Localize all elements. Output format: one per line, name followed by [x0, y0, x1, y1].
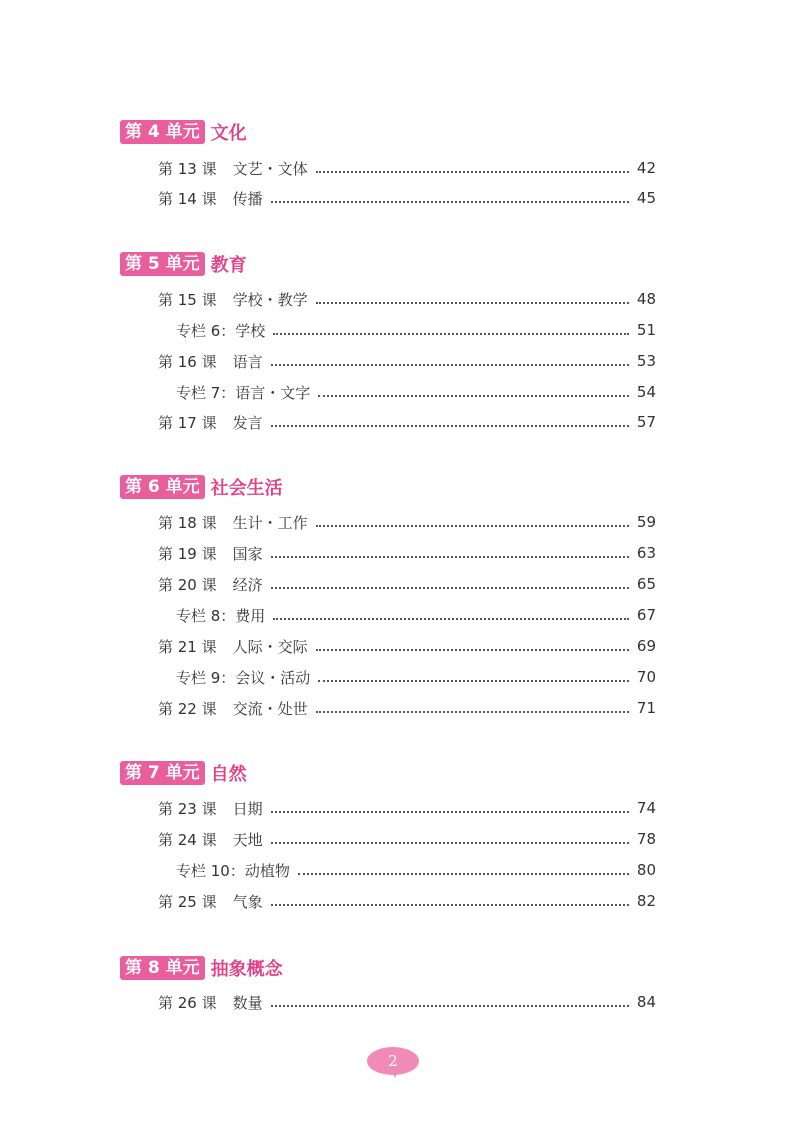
- unit-title: 社会生活: [210, 478, 283, 499]
- unit-header-6: [120, 474, 283, 500]
- page-number: 78: [636, 830, 656, 848]
- toc-entry[interactable]: [158, 634, 656, 658]
- page-number: 59: [636, 513, 656, 531]
- dot-leader: [271, 841, 629, 844]
- column-title: 专栏 10：动植物: [176, 861, 290, 880]
- toc-entry[interactable]: [158, 827, 656, 851]
- lesson-number: 第 19 课: [158, 544, 217, 563]
- page-number-text: 2: [388, 1052, 398, 1070]
- unit-title: 自然: [210, 764, 247, 785]
- column-title: 专栏 9：会议・活动: [176, 668, 311, 687]
- page-number: 80: [636, 861, 656, 879]
- lesson-title: 经济: [232, 575, 263, 594]
- dot-leader: [271, 586, 629, 589]
- lesson-title: 天地: [232, 830, 263, 849]
- dot-leader: [316, 710, 629, 713]
- unit-badge: 第 6 单元: [120, 475, 205, 499]
- page-number: 69: [636, 637, 656, 655]
- dot-leader: [273, 332, 629, 335]
- lesson-number: 第 20 课: [158, 575, 217, 594]
- column-entry[interactable]: [176, 858, 656, 882]
- dot-leader: [273, 617, 629, 620]
- lesson-title: 文艺・文体: [232, 159, 308, 178]
- column-entry[interactable]: [176, 665, 656, 689]
- page-number: 48: [636, 290, 656, 308]
- page-number: 57: [636, 413, 656, 431]
- toc-entry[interactable]: [158, 510, 656, 534]
- unit-header-5: [120, 251, 247, 277]
- unit-badge: 第 7 单元: [120, 761, 205, 785]
- page-number: 53: [636, 352, 656, 370]
- lesson-title: 数量: [232, 993, 263, 1012]
- lesson-number: 第 24 课: [158, 830, 217, 849]
- page-number: 54: [636, 383, 656, 401]
- lesson-title: 学校・教学: [232, 290, 308, 309]
- lesson-title: 语言: [232, 352, 263, 371]
- dot-leader: [271, 424, 629, 427]
- lesson-number: 第 13 课: [158, 159, 217, 178]
- lesson-number: 第 25 课: [158, 892, 217, 911]
- column-entry[interactable]: [176, 380, 656, 404]
- dot-leader: [316, 301, 629, 304]
- dot-leader: [271, 200, 629, 203]
- lesson-number: 第 22 课: [158, 699, 217, 718]
- toc-entry[interactable]: [158, 287, 656, 311]
- lesson-title: 传播: [232, 189, 263, 208]
- page-number: 70: [636, 668, 656, 686]
- lesson-number: 第 21 课: [158, 637, 217, 656]
- toc-entry[interactable]: [158, 541, 656, 565]
- lesson-title: 国家: [232, 544, 263, 563]
- dot-leader: [271, 810, 629, 813]
- dot-leader: [271, 1004, 629, 1007]
- dot-leader: [271, 555, 629, 558]
- toc-entry[interactable]: [158, 990, 656, 1014]
- lesson-number: 第 17 课: [158, 413, 217, 432]
- page-number: 67: [636, 606, 656, 624]
- column-title: 专栏 8：费用: [176, 606, 266, 625]
- column-title: 专栏 6：学校: [176, 321, 266, 340]
- unit-header-4: [120, 119, 247, 145]
- lesson-number: 第 14 课: [158, 189, 217, 208]
- page-number: 45: [636, 189, 656, 207]
- dot-leader: [318, 679, 629, 682]
- toc-entry[interactable]: [158, 156, 656, 180]
- toc-entry[interactable]: [158, 796, 656, 820]
- unit-badge: 第 8 单元: [120, 956, 205, 980]
- lesson-title: 日期: [232, 799, 263, 818]
- page-number: 51: [636, 321, 656, 339]
- dot-leader: [316, 648, 629, 651]
- page-number: 84: [636, 993, 656, 1011]
- dot-leader: [271, 363, 629, 366]
- toc-entry[interactable]: [158, 349, 656, 373]
- dot-leader: [271, 903, 629, 906]
- lesson-title: 生计・工作: [232, 513, 308, 532]
- toc-entry[interactable]: [158, 572, 656, 596]
- toc-entry[interactable]: [158, 889, 656, 913]
- toc-entry[interactable]: [158, 186, 656, 210]
- dot-leader: [316, 170, 629, 173]
- lesson-number: 第 26 课: [158, 993, 217, 1012]
- page-number: 63: [636, 544, 656, 562]
- page-bubble-tail: [392, 1071, 398, 1078]
- lesson-number: 第 16 课: [158, 352, 217, 371]
- page-number: 65: [636, 575, 656, 593]
- page-number: 71: [636, 699, 656, 717]
- page-number: 82: [636, 892, 656, 910]
- unit-header-7: [120, 760, 247, 786]
- lesson-title: 人际・交际: [232, 637, 308, 656]
- unit-badge: 第 4 单元: [120, 120, 205, 144]
- dot-leader: [318, 394, 629, 397]
- dot-leader: [298, 872, 629, 875]
- lesson-title: 气象: [232, 892, 263, 911]
- lesson-number: 第 15 课: [158, 290, 217, 309]
- lesson-number: 第 18 课: [158, 513, 217, 532]
- unit-badge: 第 5 单元: [120, 252, 205, 276]
- toc-entry[interactable]: [158, 410, 656, 434]
- column-entry[interactable]: [176, 603, 656, 627]
- toc-entry[interactable]: [158, 696, 656, 720]
- lesson-title: 发言: [232, 413, 263, 432]
- dot-leader: [316, 524, 629, 527]
- column-title: 专栏 7：语言・文字: [176, 383, 311, 402]
- unit-title: 文化: [210, 123, 247, 144]
- column-entry[interactable]: [176, 318, 656, 342]
- page-number: 42: [636, 159, 656, 177]
- unit-header-8: [120, 955, 283, 981]
- unit-title: 教育: [210, 255, 247, 276]
- unit-title: 抽象概念: [210, 959, 283, 980]
- lesson-title: 交流・处世: [232, 699, 308, 718]
- page-number: 74: [636, 799, 656, 817]
- lesson-number: 第 23 课: [158, 799, 217, 818]
